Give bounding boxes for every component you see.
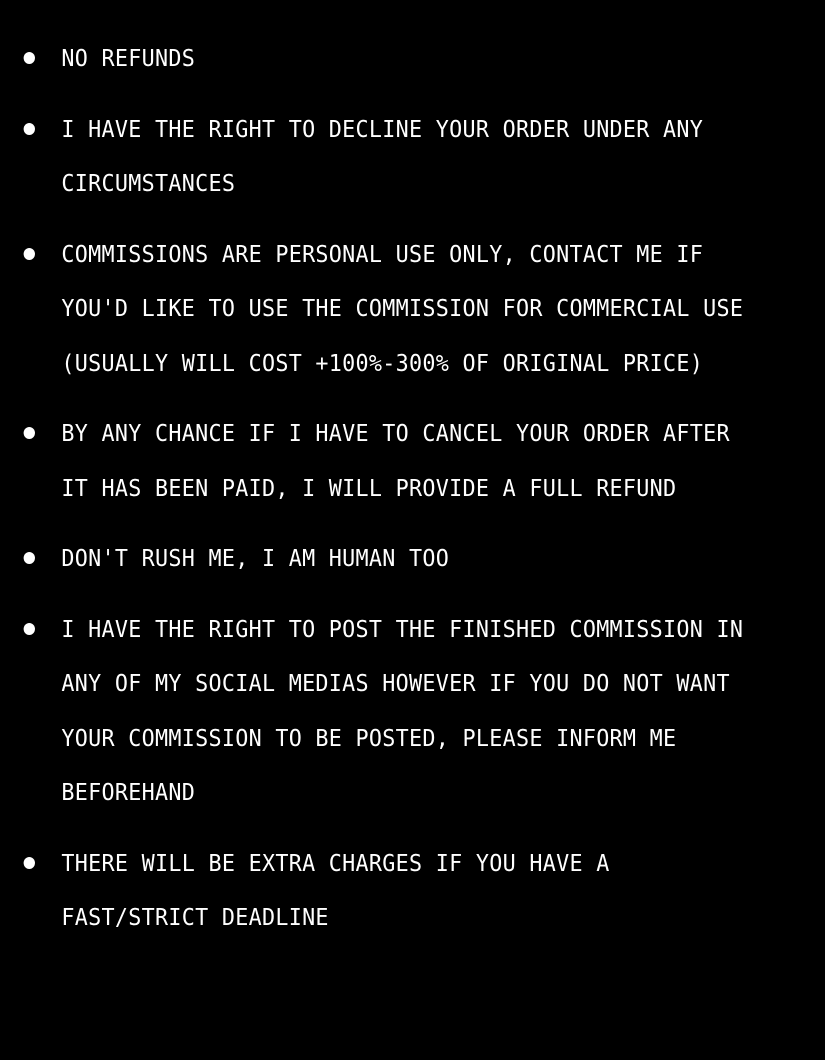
term-text: COMMISSIONS ARE PERSONAL USE ONLY, CONTACT ME IF YOU'D LIKE TO USE THE COMMISSION FOR COMMERCIAL USE (USUALLY WILL COST +100%-300% OF ORIGINAL PRICE): [61, 241, 744, 377]
term-text: BY ANY CHANCE IF I HAVE TO CANCEL YOUR ORDER AFTER IT HAS BEEN PAID, I WILL PROVIDE A FULL REFUND: [61, 421, 730, 502]
term-item-no-refunds: [0, 32, 780, 87]
term-item-dont-rush: [0, 532, 780, 587]
bullet-dot-icon: [24, 123, 35, 135]
bullet-dot-icon: [24, 552, 35, 564]
term-item-decline-order: [0, 103, 780, 212]
term-item-cancel-refund: [0, 407, 780, 516]
term-text: NO REFUNDS: [61, 46, 196, 72]
bullet-dot-icon: [24, 623, 35, 635]
bullet-dot-icon: [24, 857, 35, 869]
term-text: I HAVE THE RIGHT TO DECLINE YOUR ORDER UNDER ANY CIRCUMSTANCES: [61, 116, 704, 197]
bullet-dot-icon: [24, 248, 35, 260]
term-text: I HAVE THE RIGHT TO POST THE FINISHED COMMISSION IN ANY OF MY SOCIAL MEDIAS HOWEVER IF YOU DO NOT WANT YOUR COMMISSION TO BE POSTED, PLEASE INFORM ME BEFOREHAND: [61, 616, 744, 806]
term-item-posting-rights: [0, 603, 780, 821]
term-item-personal-use: [0, 228, 780, 392]
bullet-dot-icon: [24, 52, 35, 64]
term-item-extra-charges: [0, 837, 780, 946]
bullet-dot-icon: [24, 427, 35, 439]
term-text: DON'T RUSH ME, I AM HUMAN TOO: [61, 546, 450, 572]
term-text: THERE WILL BE EXTRA CHARGES IF YOU HAVE A FAST/STRICT DEADLINE: [61, 850, 610, 931]
